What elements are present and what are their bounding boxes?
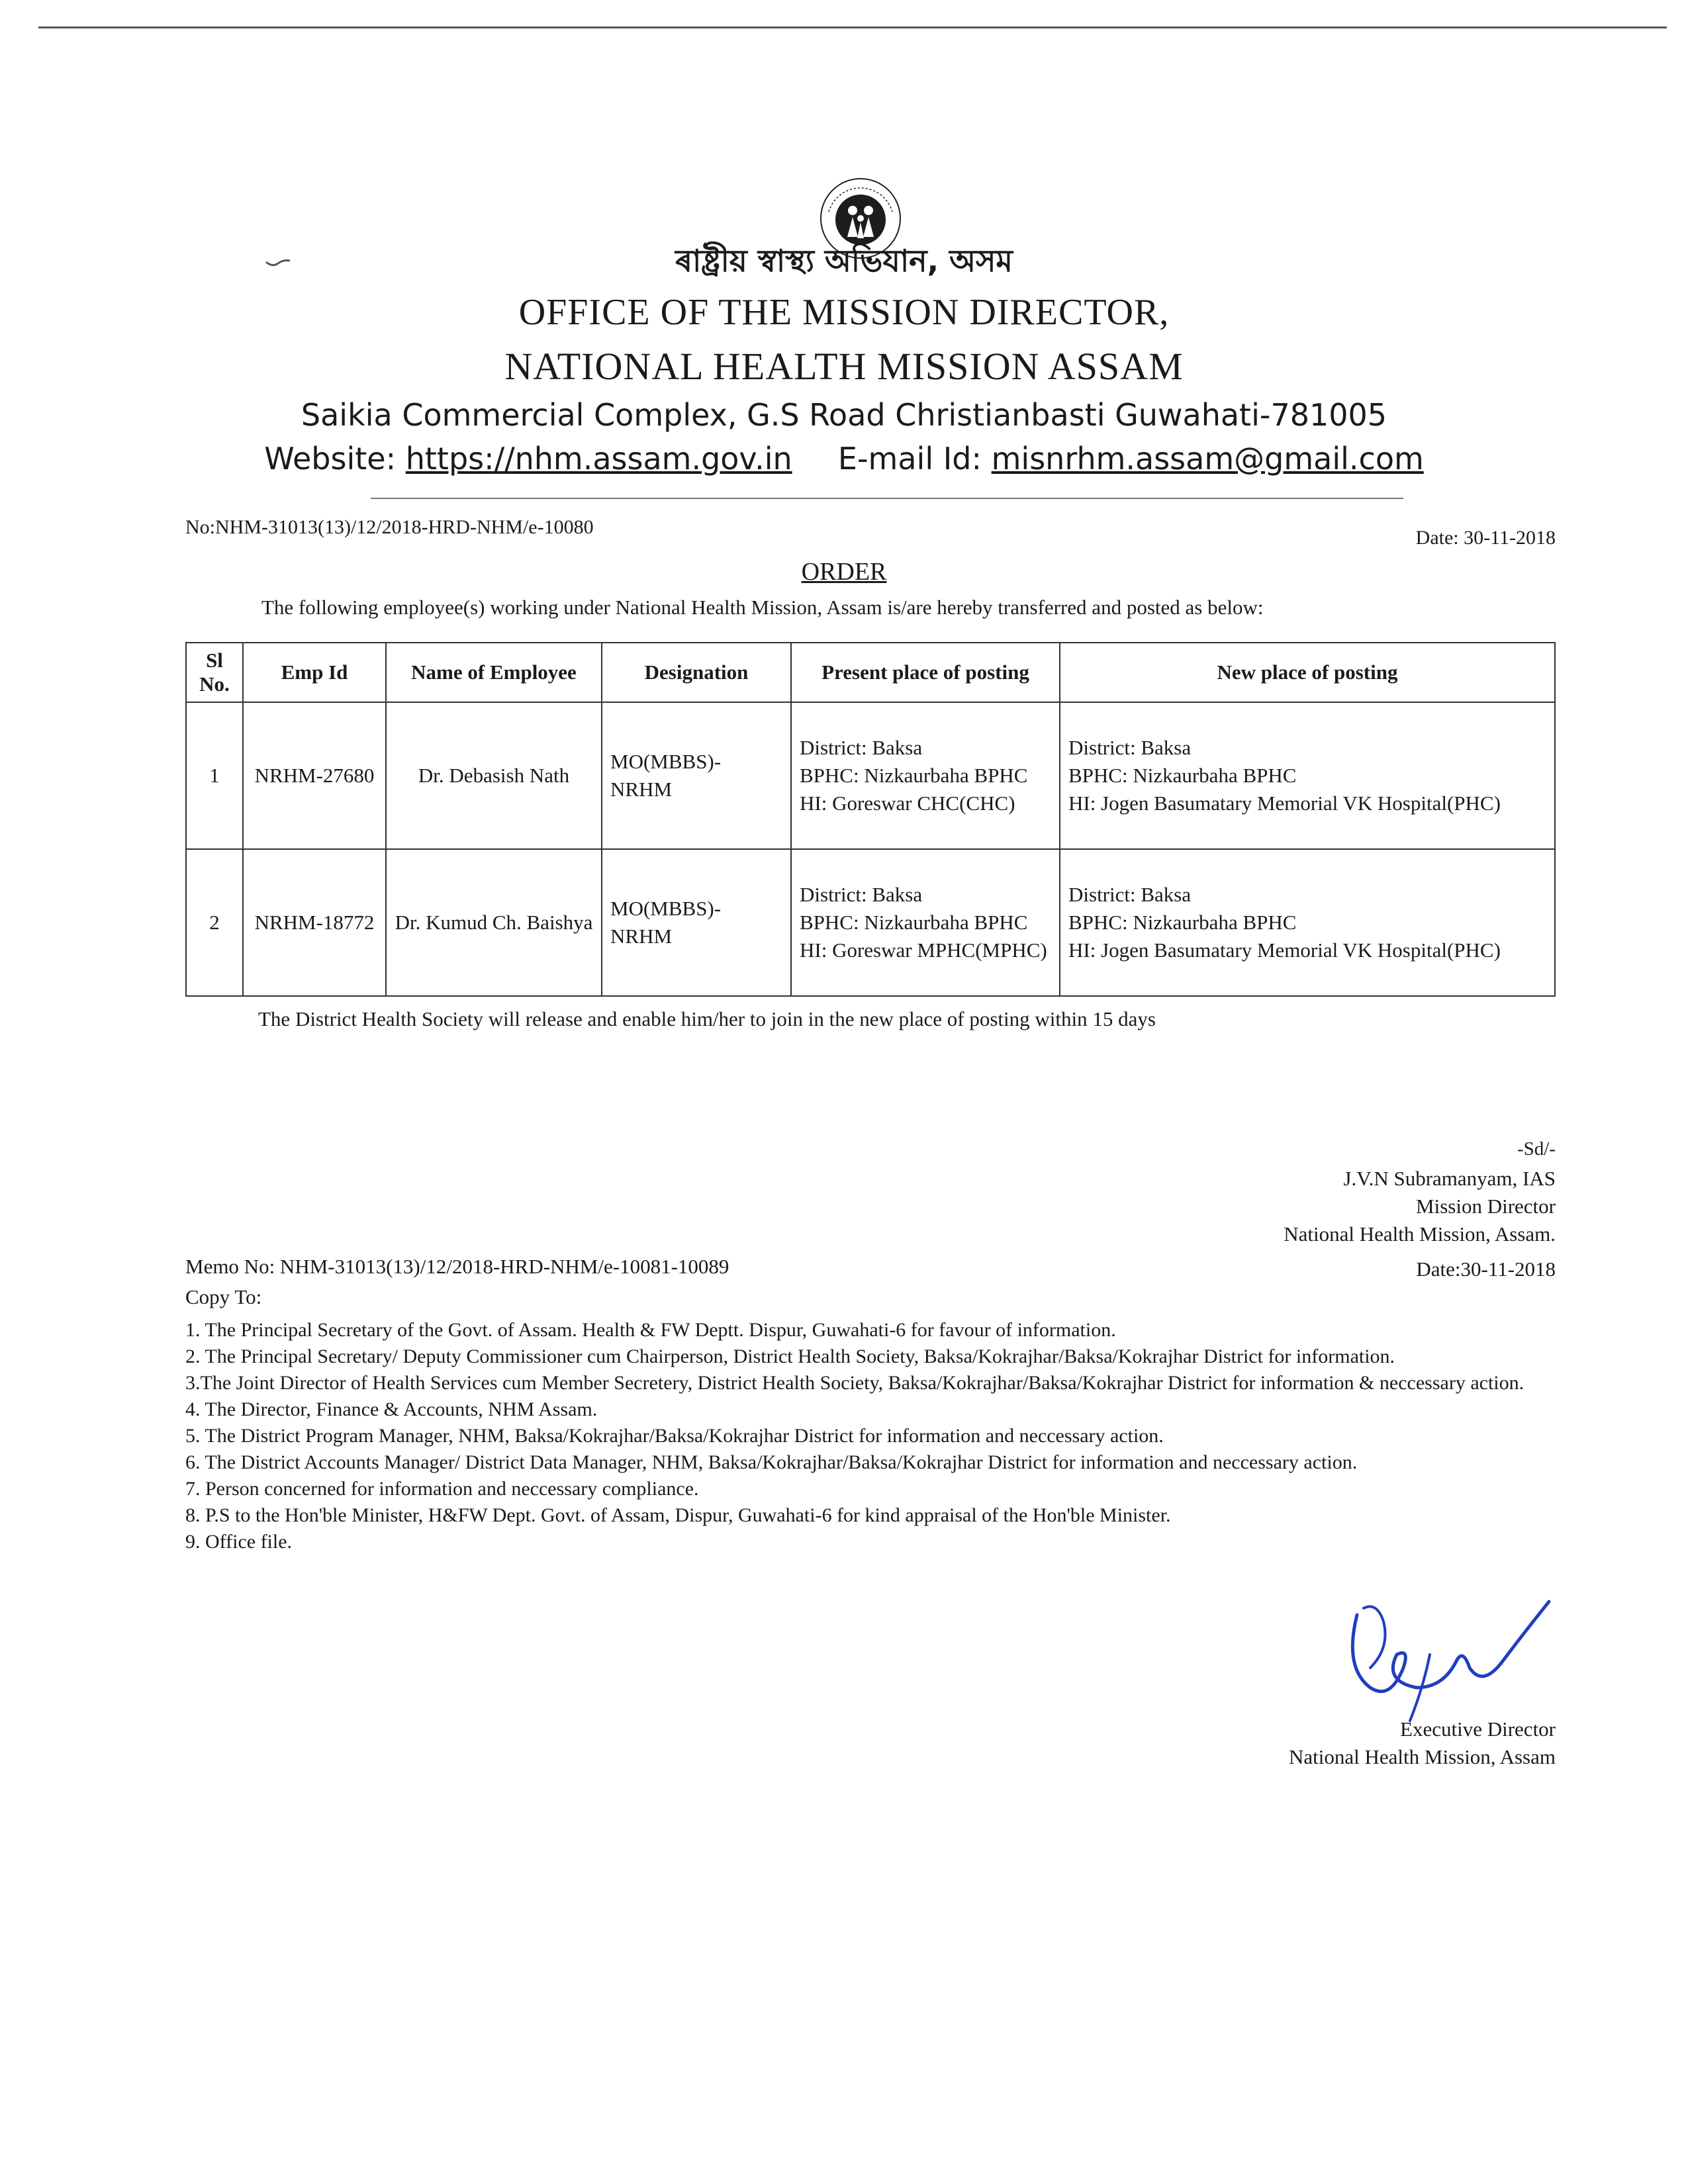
cell-present-posting: [791, 849, 1060, 996]
website-link[interactable]: https://nhm.assam.gov.in: [405, 441, 792, 477]
present-bphc: BPHC: Nizkaurbaha BPHC: [800, 764, 1028, 787]
cell-name: Dr. Debasish Nath: [386, 702, 602, 849]
col-new-posting: New place of posting: [1060, 643, 1555, 702]
copy-list: [185, 1317, 1562, 1555]
cell-new-posting: [1060, 849, 1555, 996]
order-date: Date: 30-11-2018: [1415, 527, 1556, 549]
order-ref-no: No:NHM-31013(13)/12/2018-HRD-NHM/e-10080: [185, 516, 594, 538]
list-item: 5. The District Program Manager, NHM, Baksa/Kokrajhar/Baksa/Kokrajhar District for information and neccessary action.: [185, 1425, 1164, 1447]
order-intro: The following employee(s) working under National Health Mission, Assam is/are hereby transferred and posted as below:: [261, 596, 1264, 619]
present-hi: HI: Goreswar CHC(CHC): [800, 792, 1015, 815]
header-rule: [371, 498, 1403, 499]
memo-no: Memo No: NHM-31013(13)/12/2018-HRD-NHM/e-10081-10089: [185, 1255, 729, 1278]
new-district: District: Baksa: [1068, 883, 1192, 906]
signatory-org: National Health Mission, Assam.: [1284, 1222, 1556, 1246]
executive-title: Executive Director: [1400, 1717, 1556, 1741]
memo-date: Date:30-11-2018: [1416, 1257, 1556, 1281]
signatory-name: J.V.N Subramanyam, IAS: [1343, 1167, 1556, 1190]
cell-emp-id: NRHM-27680: [243, 702, 386, 849]
table-header-row: [186, 643, 1555, 702]
col-present-posting: Present place of posting: [791, 643, 1060, 702]
new-hi: HI: Jogen Basumatary Memorial VK Hospital(PHC): [1068, 938, 1501, 962]
release-note: The District Health Society will release and enable him/her to join in the new place of posting within 15 days: [258, 1007, 1156, 1030]
table-row: [186, 702, 1555, 849]
new-bphc: BPHC: Nizkaurbaha BPHC: [1068, 911, 1297, 934]
col-sl-no: Sl No.: [186, 643, 243, 702]
list-item: 1. The Principal Secretary of the Govt. of Assam. Health & FW Deptt. Dispur, Guwahati-6 for favour of information.: [185, 1319, 1116, 1341]
bengali-title: ৰাষ্ট্ৰীয় স্বাস্থ্য অভিযান, অসম: [675, 243, 1013, 279]
new-hi: HI: Jogen Basumatary Memorial VK Hospital(PHC): [1068, 792, 1501, 815]
contact-line: [0, 441, 1688, 477]
cell-designation: MO(MBBS)-NRHM: [602, 849, 791, 996]
list-item: 8. P.S to the Hon'ble Minister, H&FW Dept. Govt. of Assam, Dispur, Guwahati-6 for kind appraisal of the Hon'ble Minister.: [185, 1504, 1171, 1526]
handwritten-signature: [1331, 1588, 1556, 1727]
col-name: Name of Employee: [386, 643, 602, 702]
table-row: [186, 849, 1555, 996]
email-link[interactable]: misnrhm.assam@gmail.com: [991, 441, 1424, 477]
col-emp-id: Emp Id: [243, 643, 386, 702]
list-item: 9. Office file.: [185, 1531, 293, 1553]
executive-director-block: [1289, 1715, 1556, 1771]
cell-sl: 2: [186, 849, 243, 996]
present-hi: HI: Goreswar MPHC(MPHC): [800, 938, 1047, 962]
new-bphc: BPHC: Nizkaurbaha BPHC: [1068, 764, 1297, 787]
mission-director-block: [1284, 1165, 1556, 1248]
transfer-table: [185, 642, 1556, 997]
org-heading: NATIONAL HEALTH MISSION ASSAM: [504, 345, 1184, 388]
list-item: 2. The Principal Secretary/ Deputy Commissioner cum Chairperson, District Health Society, Baksa/Kokrajhar/Baksa/Kokrajhar District for information.: [185, 1345, 1395, 1367]
signed-mark: -Sd/-: [1517, 1138, 1556, 1160]
new-district: District: Baksa: [1068, 736, 1192, 759]
cell-emp-id: NRHM-18772: [243, 849, 386, 996]
email-label: E-mail Id:: [837, 441, 982, 477]
cell-name: Dr. Kumud Ch. Baishya: [386, 849, 602, 996]
cell-sl: 1: [186, 702, 243, 849]
list-item: 3.The Joint Director of Health Services cum Member Secretery, District Health Society, Baksa/Kokrajhar/Baksa/Kokrajhar District for information & neccessary action.: [185, 1372, 1524, 1394]
list-item: 4. The Director, Finance & Accounts, NHM Assam.: [185, 1398, 598, 1420]
top-rule: [38, 26, 1667, 28]
present-bphc: BPHC: Nizkaurbaha BPHC: [800, 911, 1028, 934]
cell-present-posting: [791, 702, 1060, 849]
col-designation: Designation: [602, 643, 791, 702]
executive-org: National Health Mission, Assam: [1289, 1745, 1556, 1768]
order-title: ORDER: [801, 558, 887, 586]
cell-designation: MO(MBBS)-NRHM: [602, 702, 791, 849]
website-label: Website:: [264, 441, 397, 477]
present-district: District: Baksa: [800, 883, 923, 906]
cell-new-posting: [1060, 702, 1555, 849]
copy-to-label: Copy To:: [185, 1285, 262, 1308]
list-item: 7. Person concerned for information and neccessary compliance.: [185, 1478, 699, 1500]
signatory-title: Mission Director: [1416, 1195, 1556, 1218]
list-item: 6. The District Accounts Manager/ District Data Manager, NHM, Baksa/Kokrajhar/Baksa/Kokrajhar District for information and neccessary action.: [185, 1451, 1358, 1473]
office-heading: OFFICE OF THE MISSION DIRECTOR,: [518, 292, 1170, 333]
present-district: District: Baksa: [800, 736, 923, 759]
office-address: Saikia Commercial Complex, G.S Road Christianbasti Guwahati-781005: [301, 397, 1387, 433]
